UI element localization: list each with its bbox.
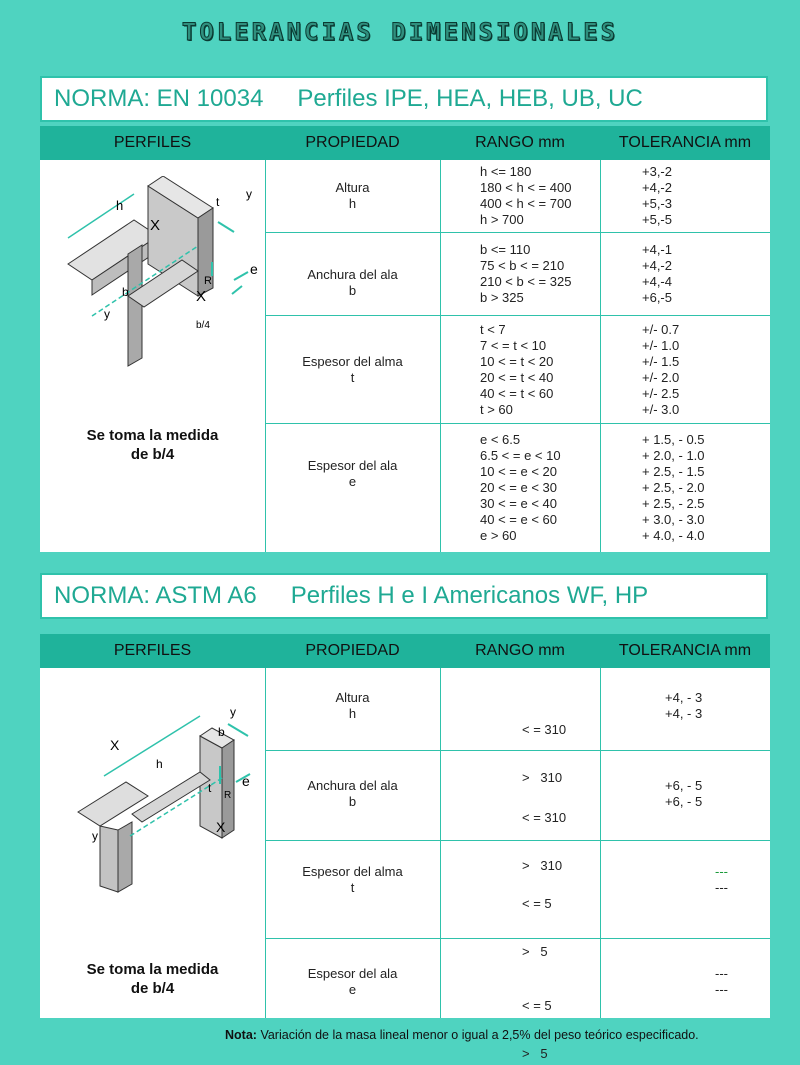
range-value: < = 5 [522, 896, 552, 911]
range-value: h > 700 [480, 212, 524, 227]
range-list-anchura [480, 242, 571, 306]
header-propiedad: PROPIEDAD [305, 642, 400, 659]
property-altura [265, 690, 440, 722]
norma-banner-astm-a6 [40, 573, 768, 619]
diagram-label: R [224, 790, 232, 801]
range-list-altura [480, 164, 571, 228]
range-value: > 5 [522, 1046, 548, 1061]
property-symbol: h [348, 196, 357, 211]
range-value: 30 < = e < 40 [480, 496, 557, 511]
measure-caption [40, 960, 265, 998]
diagram-label: y [92, 829, 98, 843]
tolerance-value: + 2.0, - 1.0 [642, 448, 705, 463]
tolerance-value: --- [715, 966, 728, 981]
header-perfiles: PERFILES [113, 642, 192, 659]
h-beam-diagram [70, 706, 260, 896]
range-value: 40 < = t < 60 [480, 386, 554, 401]
diagram-label: h [156, 757, 163, 771]
page-title: TOLERANCIAS DIMENSIONALES [181, 18, 619, 46]
tolerance-list-altura [665, 690, 702, 722]
tolerance-value: --- [715, 880, 728, 895]
property-symbol: e [348, 474, 357, 489]
tolerance-value: --- [715, 864, 728, 879]
measure-caption [40, 426, 265, 464]
tolerance-value: +/- 1.5 [642, 354, 680, 369]
range-value: h <= 180 [480, 164, 532, 179]
property-anchura-ala [265, 778, 440, 810]
property-name: Anchura del ala [307, 267, 398, 282]
tolerance-value: + 1.5, - 0.5 [642, 432, 705, 447]
range-value: e < 6.5 [480, 432, 521, 447]
tolerance-list-espesor-alma [642, 322, 679, 418]
tolerance-value: + 2.5, - 1.5 [642, 464, 705, 479]
property-name: Anchura del ala [307, 778, 398, 793]
range-value: b <= 110 [480, 242, 531, 257]
range-value: e > 60 [480, 528, 517, 543]
tolerance-list-espesor-alma [715, 864, 728, 896]
property-altura [265, 180, 440, 212]
norma-label: NORMA: ASTM A6 [54, 582, 257, 609]
tolerance-value: +/- 2.5 [642, 386, 680, 401]
range-value: > 310 [522, 858, 563, 873]
tolerance-value: + 3.0, - 3.0 [642, 512, 705, 527]
norma-description: Perfiles H e I Americanos WF, HP [290, 582, 649, 609]
range-value: t > 60 [480, 402, 513, 417]
diagram-label: t [208, 781, 212, 795]
range-list-espesor-alma [480, 322, 553, 418]
diagram-label: e [242, 773, 250, 789]
property-symbol: h [348, 706, 357, 721]
property-name: Espesor del ala [307, 966, 398, 981]
norma-description: Perfiles IPE, HEA, HEB, UB, UC [297, 85, 643, 112]
table-header [40, 634, 770, 668]
caption-line: de b/4 [130, 980, 175, 997]
header-tolerancia: TOLERANCIA mm [618, 642, 752, 659]
header-rango: RANGO mm [475, 134, 565, 151]
range-value: 20 < = t < 40 [480, 370, 554, 385]
caption-line: Se toma la medida [86, 961, 219, 978]
property-symbol: t [350, 370, 355, 385]
diagram-label: b [122, 285, 129, 299]
tolerance-value: +6, - 5 [665, 778, 703, 793]
tolerance-list-altura [642, 164, 672, 228]
range-value: 40 < = e < 60 [480, 512, 557, 527]
tolerance-value: +4, - 3 [665, 690, 703, 705]
tolerance-value: +/- 1.0 [642, 338, 680, 353]
norma-banner-en10034 [40, 76, 768, 122]
tolerance-value: +4,-1 [642, 242, 672, 257]
tolerance-value: +4,-4 [642, 274, 672, 289]
range-value: 10 < = e < 20 [480, 464, 557, 479]
range-value: 20 < = e < 30 [480, 480, 557, 495]
tolerance-value: + 2.5, - 2.5 [642, 496, 705, 511]
range-value: > 310 [522, 770, 563, 785]
tolerance-value: +3,-2 [642, 164, 672, 179]
header-propiedad: PROPIEDAD [305, 134, 400, 151]
tolerance-value: +5,-5 [642, 212, 672, 227]
header-perfiles: PERFILES [113, 134, 192, 151]
diagram-label: X [110, 737, 120, 753]
range-value: > 5 [522, 944, 548, 959]
diagram-label: y [104, 307, 110, 321]
header-rango: RANGO mm [475, 642, 565, 659]
range-value: 10 < = t < 20 [480, 354, 554, 369]
range-value: < = 310 [522, 722, 567, 737]
tolerance-value: +6, - 5 [665, 794, 703, 809]
tolerance-value: + 4.0, - 4.0 [642, 528, 705, 543]
tolerance-value: +6,-5 [642, 290, 672, 305]
range-value: 400 < h < = 700 [480, 196, 572, 211]
header-tolerancia: TOLERANCIA mm [618, 134, 752, 151]
tolerance-value: +/- 3.0 [642, 402, 680, 417]
tolerance-list-espesor-ala [715, 966, 728, 998]
property-symbol: b [348, 283, 357, 298]
caption-line: Se toma la medida [86, 427, 219, 444]
tolerance-list-anchura [642, 242, 672, 306]
range-value: 75 < b < = 210 [480, 258, 565, 273]
tolerance-value: +4, - 3 [665, 706, 703, 721]
property-name: Altura [335, 690, 370, 705]
range-list-espesor-ala [522, 966, 552, 1065]
note-text: Variación de la masa lineal menor o igual a 2,5% del peso teórico especificado. [260, 1028, 699, 1042]
tolerance-value: +/- 2.0 [642, 370, 680, 385]
footnote [225, 1028, 699, 1042]
property-name: Espesor del ala [307, 458, 398, 473]
tolerance-list-anchura [665, 778, 702, 810]
note-label: Nota: [225, 1028, 257, 1042]
diagram-label: X [196, 288, 207, 305]
tolerance-value: +4,-2 [642, 180, 672, 195]
diagram-label: e [250, 261, 258, 277]
range-value: < = 310 [522, 810, 567, 825]
tolerance-table-en10034 [40, 126, 770, 552]
property-espesor-ala [265, 966, 440, 998]
tolerance-value: --- [715, 982, 728, 997]
tolerance-list-espesor-ala [642, 432, 705, 544]
property-symbol: b [348, 794, 357, 809]
diagram-label: y [230, 706, 236, 719]
tolerance-value: + 2.5, - 2.0 [642, 480, 705, 495]
norma-label: NORMA: EN 10034 [54, 85, 264, 112]
diagram-label: X [216, 819, 226, 835]
property-espesor-ala [265, 458, 440, 490]
property-espesor-alma [265, 354, 440, 386]
diagram-label: b [218, 725, 225, 739]
diagram-label: h [116, 198, 124, 213]
diagram-label: b/4 [196, 320, 210, 331]
diagram-label: R [204, 275, 212, 287]
property-name: Espesor del alma [302, 354, 403, 369]
diagram-label: y [246, 187, 252, 201]
range-value: b > 325 [480, 290, 524, 305]
tolerance-value: +4,-2 [642, 258, 672, 273]
property-symbol: t [350, 880, 355, 895]
range-value: 210 < b < = 325 [480, 274, 572, 289]
property-espesor-alma [265, 864, 440, 896]
tolerance-value: +/- 0.7 [642, 322, 680, 337]
table-header [40, 126, 770, 160]
range-value: < = 5 [522, 998, 552, 1013]
range-value: 7 < = t < 10 [480, 338, 547, 353]
range-value: 180 < h < = 400 [480, 180, 572, 195]
property-name: Altura [335, 180, 370, 195]
range-value: 6.5 < = e < 10 [480, 448, 561, 463]
property-anchura-ala [265, 267, 440, 299]
tolerance-value: +5,-3 [642, 196, 672, 211]
i-beam-diagram [58, 176, 258, 376]
property-name: Espesor del alma [302, 864, 403, 879]
diagram-label: t [216, 195, 220, 209]
caption-line: de b/4 [130, 446, 175, 463]
range-value: t < 7 [480, 322, 506, 337]
property-symbol: e [348, 982, 357, 997]
range-list-espesor-ala [480, 432, 561, 544]
diagram-label: X [150, 217, 161, 234]
